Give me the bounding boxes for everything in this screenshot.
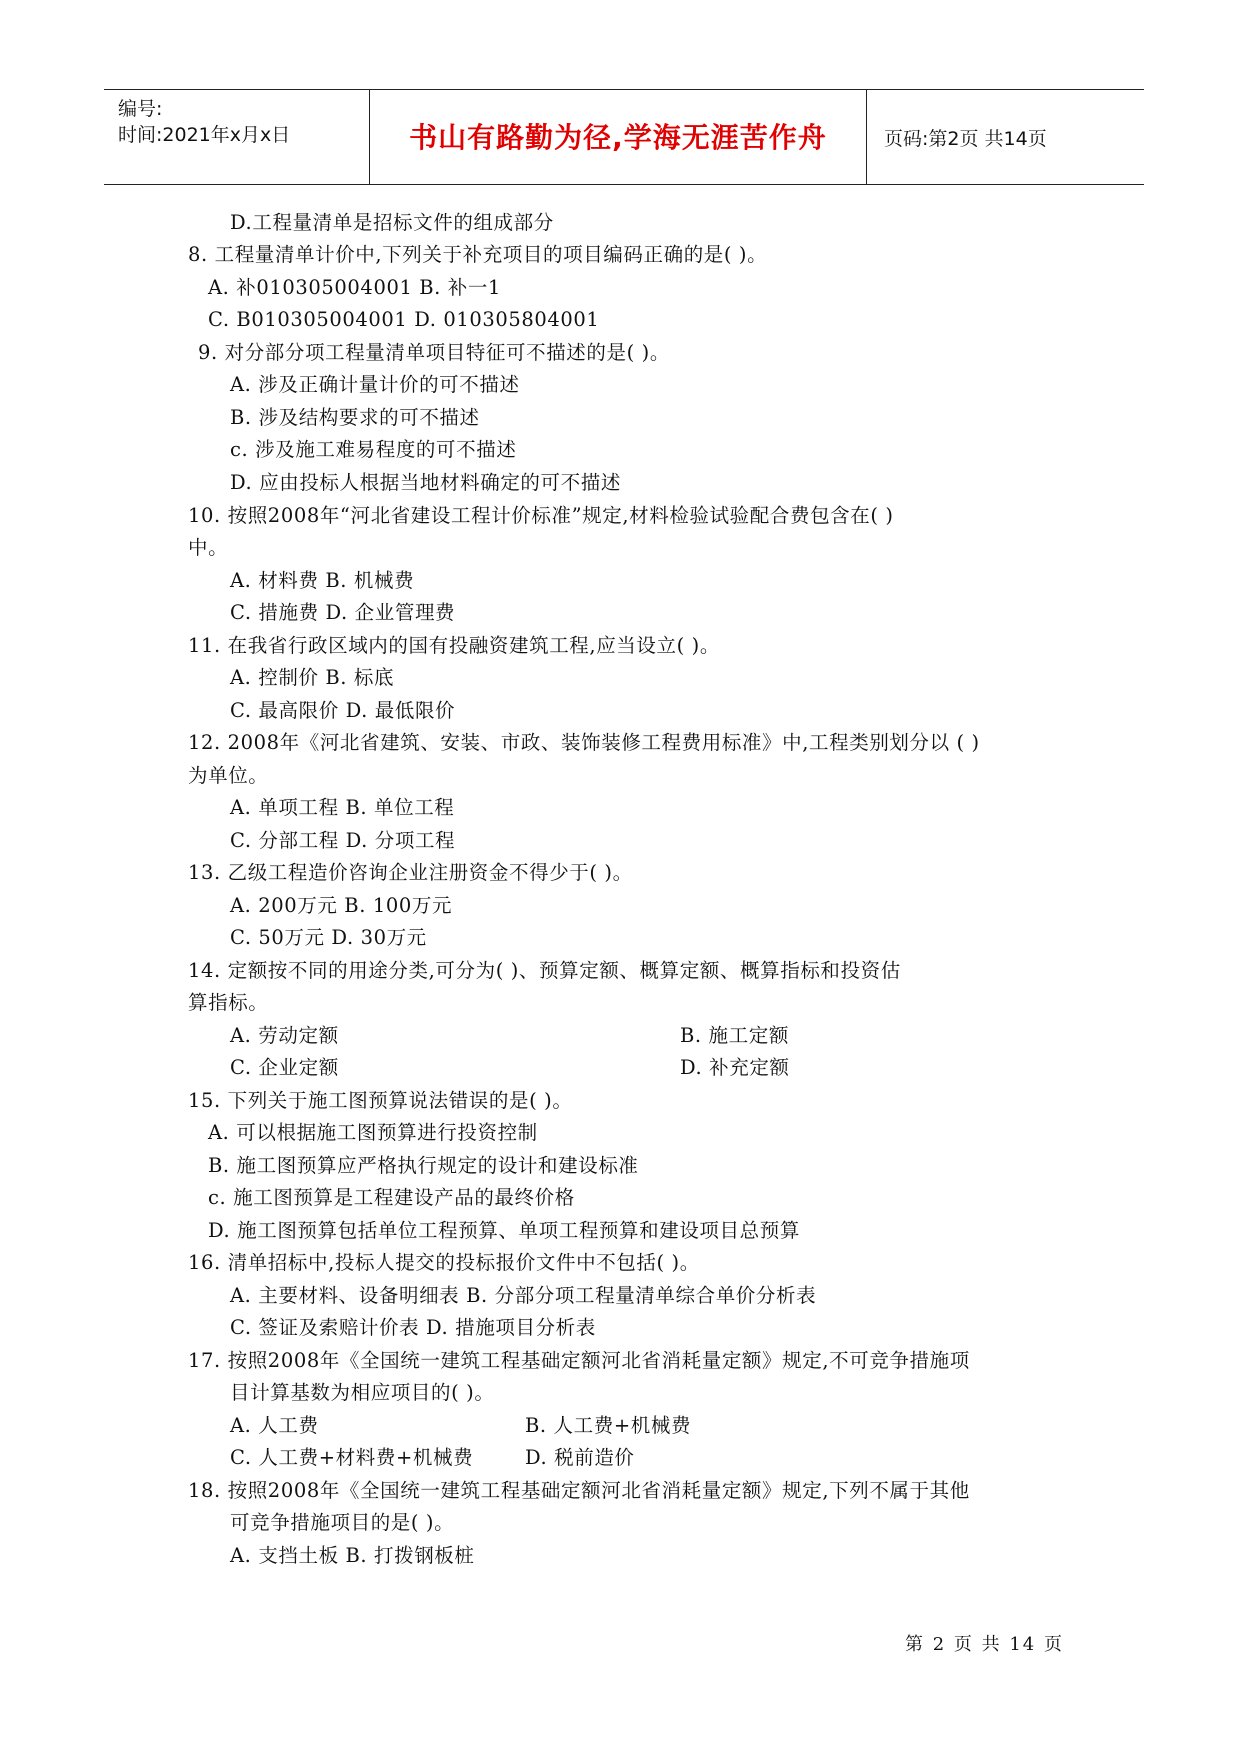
header-motto: 书山有路勤为径,学海无涯苦作舟 [409, 121, 827, 154]
option-line: B. 涉及结构要求的可不描述 [230, 406, 480, 429]
question-line: 14. 定额按不同的用途分类,可分为( )、预算定额、概算定额、概算指标和投资估 [188, 959, 901, 982]
option-line: D.工程量清单是招标文件的组成部分 [230, 211, 554, 234]
option-line: D. 税前造价 [525, 1446, 635, 1469]
option-line: C. 分部工程 D. 分项工程 [230, 829, 456, 852]
question-line-cont: 中。 [188, 536, 229, 559]
question-line: 12. 2008年《河北省建筑、安装、市政、装饰装修工程费用标准》中,工程类别划分以 ( ) [188, 731, 980, 754]
option-line: A. 材料费 B. 机械费 [230, 569, 415, 592]
option-line: D. 应由投标人根据当地材料确定的可不描述 [230, 471, 621, 494]
question-line: 10. 按照2008年“河北省建设工程计价标准”规定,材料检验试验配合费包含在( ) [188, 504, 894, 527]
question-line-cont: 目计算基数为相应项目的( )。 [230, 1381, 495, 1404]
question-line-cont: 算指标。 [188, 991, 269, 1014]
option-line: A. 200万元 B. 100万元 [230, 894, 453, 917]
option-line: c. 涉及施工难易程度的可不描述 [230, 438, 517, 461]
question-line: 17. 按照2008年《全国统一建筑工程基础定额河北省消耗量定额》规定,不可竞争措施项 [188, 1349, 970, 1372]
option-line: B. 施工定额 [680, 1024, 789, 1047]
option-line: A. 支挡土板 B. 打拨钢板桩 [230, 1544, 475, 1567]
option-line: C. 企业定额 [230, 1056, 339, 1079]
option-line: B. 施工图预算应严格执行规定的设计和建设标准 [208, 1154, 639, 1177]
option-line: C. 签证及索赔计价表 D. 措施项目分析表 [230, 1316, 596, 1339]
option-line: A. 可以根据施工图预算进行投资控制 [208, 1121, 538, 1144]
document-number-label: 编号: [118, 98, 163, 120]
question-line-cont: 可竞争措施项目的是( )。 [230, 1511, 455, 1534]
option-line: A. 劳动定额 [230, 1024, 339, 1047]
option-line: C. 措施费 D. 企业管理费 [230, 601, 456, 624]
document-date: 时间:2021年x月x日 [118, 124, 291, 146]
option-line: A. 控制价 B. 标底 [230, 666, 395, 689]
question-line: 9. 对分部分项工程量清单项目特征可不描述的是( )。 [198, 341, 670, 364]
option-line: A. 涉及正确计量计价的可不描述 [230, 373, 520, 396]
option-line: B. 人工费+机械费 [525, 1414, 692, 1437]
option-line: A. 主要材料、设备明细表 B. 分部分项工程量清单综合单价分析表 [230, 1284, 817, 1307]
page-footer: 第 2 页 共 14 页 [905, 1634, 1064, 1655]
question-line: 8. 工程量清单计价中,下列关于补充项目的项目编码正确的是( )。 [188, 243, 768, 266]
option-line: C. 50万元 D. 30万元 [230, 926, 427, 949]
option-line: C. 人工费+材料费+机械费 [230, 1446, 474, 1469]
question-line: 11. 在我省行政区域内的国有投融资建筑工程,应当设立( )。 [188, 634, 720, 657]
question-line: 13. 乙级工程造价咨询企业注册资金不得少于( )。 [188, 861, 633, 884]
header-page-number: 页码:第2页 共14页 [884, 128, 1047, 150]
option-line: D. 补充定额 [680, 1056, 790, 1079]
option-line: A. 人工费 [230, 1414, 319, 1437]
question-line: 15. 下列关于施工图预算说法错误的是( )。 [188, 1089, 573, 1112]
option-line: A. 补010305004001 B. 补一1 [208, 276, 501, 299]
option-line: D. 施工图预算包括单位工程预算、单项工程预算和建设项目总预算 [208, 1219, 800, 1242]
option-line: c. 施工图预算是工程建设产品的最终价格 [208, 1186, 575, 1209]
question-line: 18. 按照2008年《全国统一建筑工程基础定额河北省消耗量定额》规定,下列不属于其他 [188, 1479, 970, 1502]
question-line-cont: 为单位。 [188, 764, 269, 787]
question-line: 16. 清单招标中,投标人提交的投标报价文件中不包括( )。 [188, 1251, 700, 1274]
option-line: C. 最高限价 D. 最低限价 [230, 699, 456, 722]
option-line: C. B010305004001 D. 010305804001 [208, 308, 600, 331]
option-line: A. 单项工程 B. 单位工程 [230, 796, 455, 819]
